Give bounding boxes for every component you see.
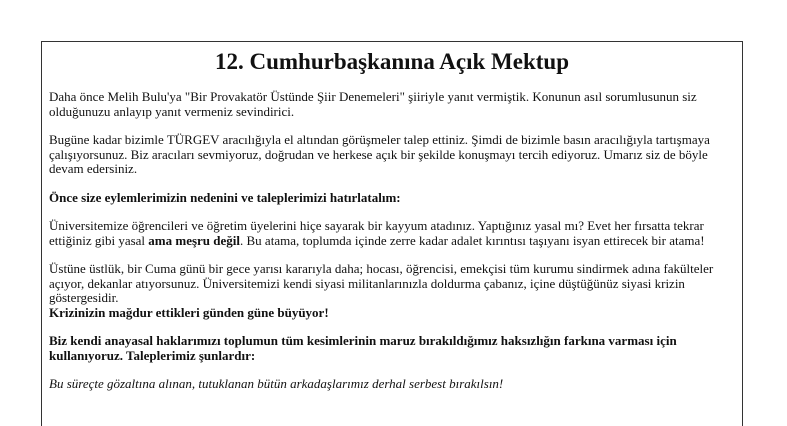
trustee-text-end: . Bu atama, toplumda içinde zerre kadar adalet kırıntısı taşıyanı isyan ettirecek bir atama! bbox=[240, 232, 705, 248]
paragraph-intro: Daha önce Melih Bulu'ya "Bir Provakatör Üstünde Şiir Denemeleri" şiiriyle yanıt vermiştik. Konunun asıl sorumlusunun siz olduğunuzu anlayıp yanıt vermeniz sevindirici. bbox=[49, 89, 697, 119]
trustee-text-start: Üniversitemize öğrencileri ve öğretim üyelerini hiçe sayarak bir kayyum atadınız. Yaptığınız yasal mı? Evet her fırsatta tekrar ettiğiniz gibi yasal bbox=[49, 218, 704, 248]
letter-title: 12. Cumhurbaşkanına Açık Mektup bbox=[214, 49, 570, 74]
paragraph-demands-heading: Biz kendi anayasal haklarımızı toplumun tüm kesimlerinin maruz bırakıldığımız haksızlığın farkına varması için kullanıyoruz. Taleplerimiz şunlardır: bbox=[49, 333, 677, 363]
paragraph-faculties: Üstüne üstlük, bir Cuma günü bir gece yarısı kararıyla daha; hocası, öğrencisi, emekçisi tüm kurumu sindirmek adına fakülteler açıyor, dekanlar atıyorsunuz. Üniversitemizi kendi siyasi militanlarınızla doldurma çabanız, içine düştüğünüz siyasi krizin göstergesidir. bbox=[49, 261, 714, 305]
not-legitimate-emphasis: ama meşru değil bbox=[148, 232, 241, 248]
letter-frame bbox=[41, 41, 743, 426]
paragraph-trustee bbox=[49, 219, 735, 248]
paragraph-reasons-heading: Önce size eylemlerimizin nedenini ve taleplerimizi hatırlatalım: bbox=[49, 189, 401, 205]
paragraph-crisis: Krizinizin mağdur ettikleri günden güne büyüyor! bbox=[49, 304, 329, 320]
paragraph-release-demand: Bu süreçte gözaltına alınan, tutuklanan bütün arkadaşlarımız derhal serbest bırakılsın! bbox=[49, 376, 504, 391]
paragraph-turgev: Bugüne kadar bizimle TÜRGEV aracılığıyla el altından görüşmeler talep ettiniz. Şimdi de bizimle basın aracılığıyla tartışmaya çalışıyorsunuz. Biz aracıları sevmiyoruz, doğrudan ve herkese açık bir şekilde konuşmayı tercih ediyoruz. Umarız siz de böyle devam edersiniz. bbox=[49, 132, 710, 176]
